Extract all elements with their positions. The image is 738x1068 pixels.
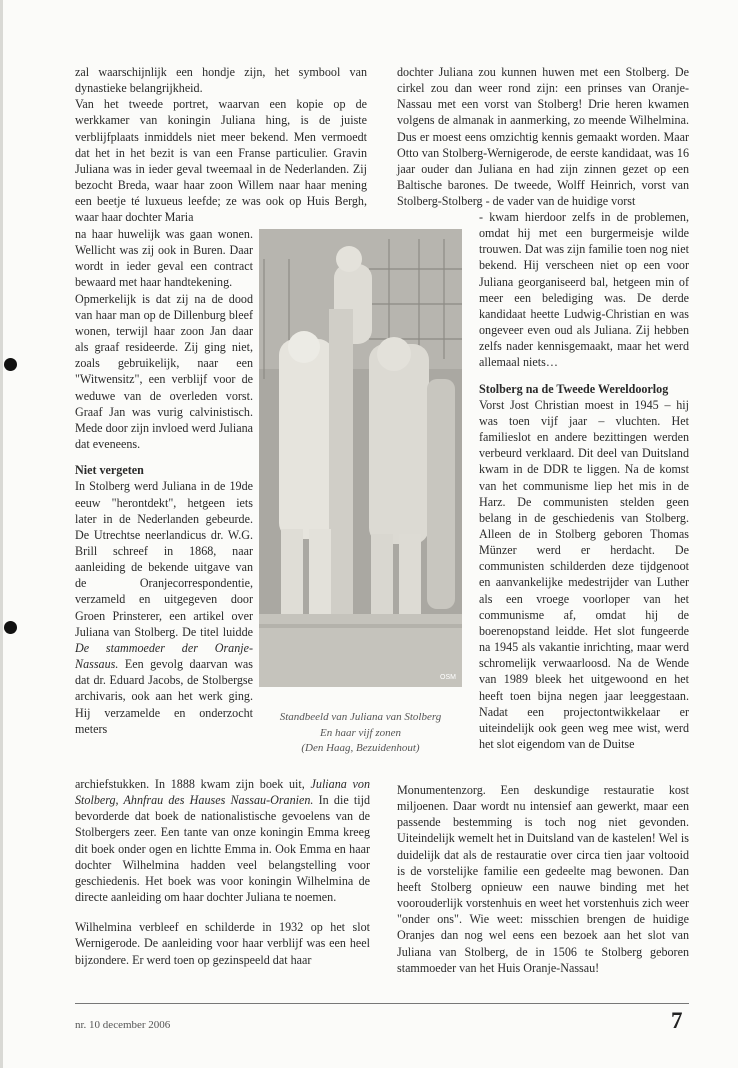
left-column-narrow bbox=[75, 226, 253, 737]
right-column-bottom bbox=[397, 782, 689, 976]
paragraph bbox=[75, 776, 370, 905]
section-heading-niet-vergeten: Niet vergeten bbox=[75, 463, 144, 478]
paragraph: Wilhelmina verbleef en schilderde in 1932 op het slot Wernigerode. De aanleiding voor haar verblijf was een heel bijzondere. Er werd toen op gezinspeeld dat haar bbox=[75, 920, 370, 967]
paragraph: Opmerkelijk is dat zij na de dood van haar man op de Dillenburg bleef wonen, terwijl haar zoon Jan daar als graaf resideerde. Zij ging niet, zoals gebruikelijk, naar een "Witwensitz", een verblijf voor de weduwe van de overleden vorst. Graaf Jan was vurig calvinistisch. Mede door zijn invloed werd Juliana dat eveneens. bbox=[75, 291, 253, 452]
paragraph: dochter Juliana zou kunnen huwen met een Stolberg. De cirkel zou dan weer rond zijn: een prinses van Oranje-Nassau met een vorst van Stolberg! Drie heren kwamen volgens de almanak in aanmerking, zo meende Wilhelmina. Dus er moest eens omzichtig kennis gemaakt worden. Maar Otto van Stolberg-Wernigerode, de eerste kandidaat, was 16 jaar ouder dan Juliana en had zijn zinnen gezet op een Baltische barones. De tweede, Wolff Heinrich, vorst van Stolberg-Stolberg - de vader van de huidige vorst bbox=[397, 65, 689, 209]
page-number: 7 bbox=[671, 1008, 683, 1033]
paragraph: zal waarschijnlijk een hondje zijn, het symbool van dynastieke belangrijkheid. bbox=[75, 65, 367, 96]
paragraph: na haar huwelijk was gaan wonen. Wellicht was zij ook in Buren. Daar wordt in ieder geval een contract bewaard met haar handtekening. bbox=[75, 227, 253, 290]
caption-line: (Den Haag, Bezuidenhout) bbox=[301, 742, 420, 754]
issue-label: nr. 10 december 2006 bbox=[75, 1019, 171, 1031]
caption-line: Standbeeld van Juliana van Stolberg bbox=[279, 711, 442, 723]
photo-watermark: OSM bbox=[440, 674, 456, 681]
statue-photo bbox=[259, 229, 462, 687]
text-run: archiefstukken. In 1888 kwam zijn boek uit, bbox=[75, 777, 305, 791]
left-column-top bbox=[75, 64, 367, 226]
statue-illustration bbox=[259, 229, 462, 687]
article-title: De stammoeder der Oranje-Nassaus. bbox=[75, 640, 253, 672]
left-column-bottom bbox=[75, 776, 370, 968]
paragraph: Monumentenzorg. Een deskundige restauratie kost miljoenen. Daar wordt nu intensief aan gewerkt, maar een passende bestemming is toch nog niet gevonden. Uiteindelijk wemelt het in Duitsland van de kastelen! Wel is duidelijk dat als de restauratie over circa tien jaar voltooid is de vorstelijke familie een gedeelte mag bewonen. Dan heeft Stolberg opnieuw een nauwe binding met het voorouderlijk vorstenhuis en weet het vorstenhuis zich weer "onder ons". Wie weet: misschien brengen de huidige Oranjes dan nog wel eens een bezoek aan het slot van Juliana van Stolberg, de in 1506 te Stolberg geboren stammoeder van het Huis Oranje-Nassau! bbox=[397, 783, 689, 975]
right-column-narrow bbox=[479, 209, 689, 752]
book-title: Juliana von Stolberg, Ahnfrau des Hauses Nassau-Oranien. bbox=[75, 777, 370, 808]
paragraph: Van het tweede portret, waarvan een kopie op de werkkamer van koningin Juliana hing, is de juiste verblijfplaats inmiddels niet meer bekend. Men vermoedt dat het in het bezit is van een Franse particulier. Gravin Juliana was in ieder geval tweemaal in de Nederlanden. Zij bezocht Breda, waar haar zoon Willem naar haar mening een beetje té luxueus leefde; ze was ook op Huis Bergh, waar haar dochter Maria bbox=[75, 97, 367, 225]
caption-line: En haar vijf zonen bbox=[320, 726, 401, 739]
text-run: In die tijd bevorderde dat boek de nationalistische gevoelens van de Stolbergers zeer. Een tante van onze koningin Emma kreeg dit boek onder ogen en lichtte Emma in. Ook Emma en haar dochter Wilhelmina hadden veel belangstelling voor geschiedenis. Het boek was voor koningin Wilhelmina de directe aanleiding om haar dochter Juliana te noemen. bbox=[75, 793, 371, 905]
paragraph bbox=[75, 478, 253, 737]
punch-hole-top bbox=[4, 358, 17, 371]
paragraph: - kwam hierdoor zelfs in de problemen, omdat hij met een burgermeisje wilde trouwen. Dat was zijn familie toen nog niet bekend. Hij verscheen niet op een voor Juliana georganiseerd bal, hetgeen min of meer een belediging was. De derde kandidaat heette Ludwig-Christian en was ongeveer even oud als Juliana. Zij hebben zelfs nader kennisgemaakt, maar het werd allemaal niets… bbox=[479, 210, 689, 370]
photo-caption bbox=[259, 710, 462, 757]
punch-hole-bottom bbox=[4, 621, 17, 634]
paragraph: Vorst Jost Christian moest in 1945 – hij was toen vijf jaar – vluchten. Het familieslot en andere bezittingen werden verbeurd verklaard. Dit deel van Duitsland kwam in de DDR te liggen. Na de komst van het communisme liep het mis in de Harz. De communisten stelden geen belang in de geschiedenis van Stolberg. Alleen de in Stolberg geboren Thomas Münzer werd er herdacht. De communisten schilderden deze tijdgenoot en aanvankelijke medestrijder van Luther als een vroege voorloper van het communisme af, omdat hij de boerenopstand leidde. Het slot fungeerde na 1945 als vakantie inrichting, maar werd schromelijk verwaarloosd. Na de Wende van 1989 bleek het uitgewoond en het heeft toen bijna negen jaar leeggestaan. Nadat een projectontwikkelaar er uiteindelijk ook geen weg mee wist, werd het slot eigendom van de Duitse bbox=[479, 397, 689, 751]
footer-rule bbox=[75, 1003, 689, 1004]
right-column-top bbox=[397, 64, 689, 209]
page-edge bbox=[0, 0, 3, 1068]
section-heading-stolberg: Stolberg na de Tweede Wereldoorlog bbox=[479, 381, 669, 396]
text-run: In Stolberg werd Juliana in de 19de eeuw "herontdekt", hetgeen iets later in de Nederlanden gebeurde. De Utrechtse neerlandicus dr. W.G. Brill schreef in 1868, naar aanleiding de bekende uitgave van de Oranjecorrespondentie, verzameld en uitgegeven door Groen Prinsterer, een artikel over Juliana van Stolberg. De titel luidde bbox=[75, 479, 253, 639]
text-run: Een gevolg daarvan was dat dr. Eduard Jacobs, de Stolbergse archivaris, ook aan het werk ging. Hij verzamelde en onderzocht meters bbox=[75, 657, 253, 736]
